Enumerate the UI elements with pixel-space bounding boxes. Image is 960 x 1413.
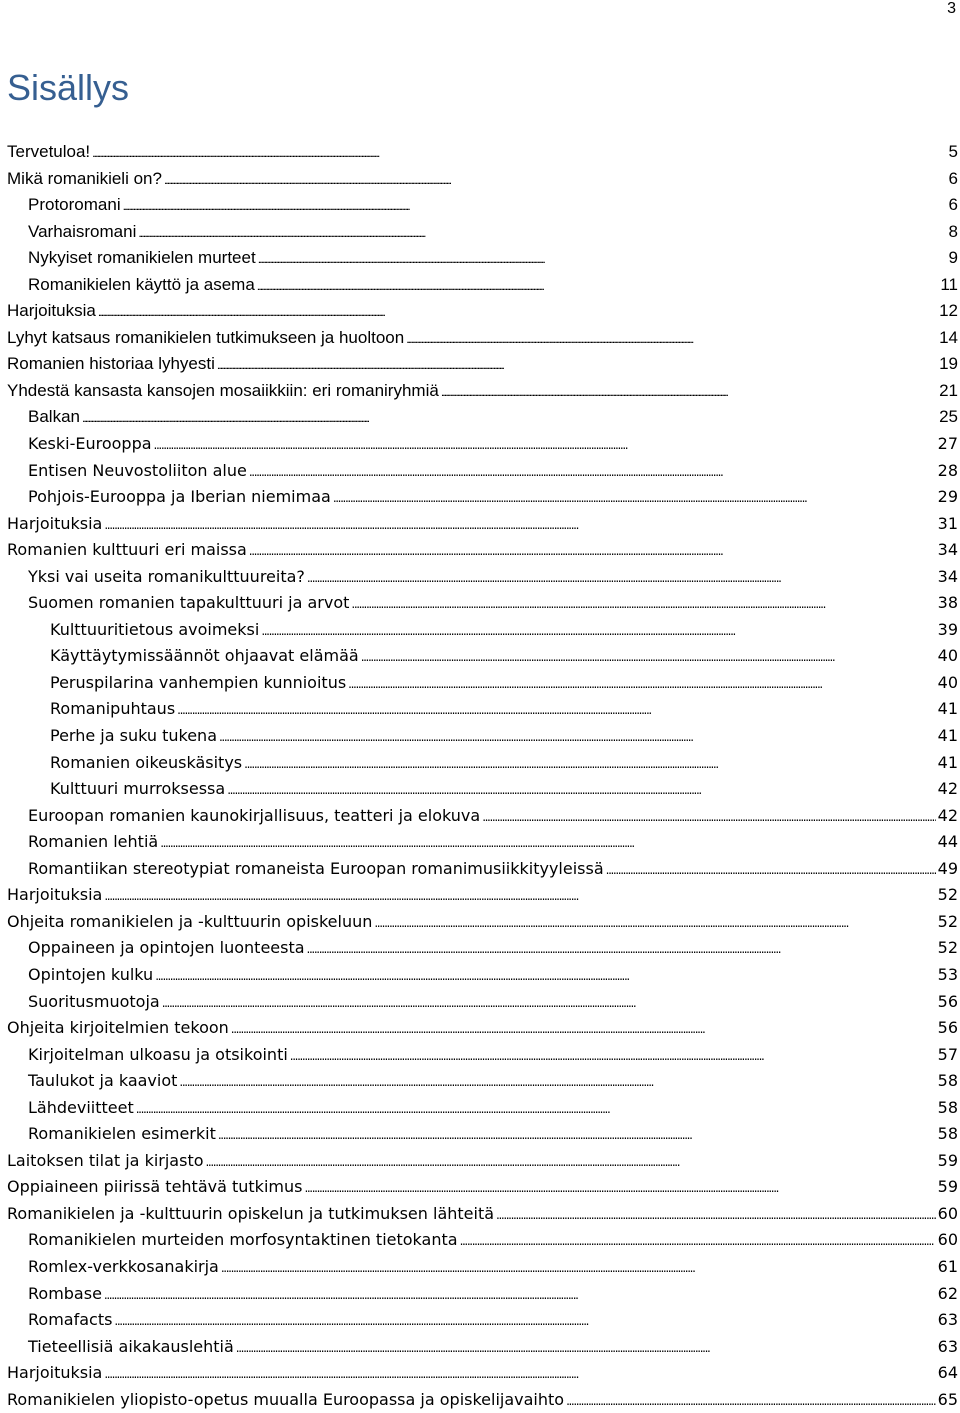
toc-entry-page[interactable]: 58	[937, 1097, 958, 1117]
dot-leader	[155, 963, 935, 989]
toc-entry[interactable]	[0, 484, 958, 511]
toc-entry[interactable]	[0, 325, 958, 352]
dot-leader	[160, 830, 935, 856]
toc-entry-title[interactable]: Romanikielen murteiden morfosyntaktinen tietokanta	[28, 1230, 458, 1250]
toc-entry-page[interactable]: 8	[948, 221, 958, 241]
toc-entry[interactable]	[0, 882, 958, 909]
toc-entry[interactable]	[0, 1201, 958, 1228]
table-of-contents	[0, 139, 958, 1413]
toc-entry-title[interactable]: Suomen romanien tapakulttuuri ja arvot	[28, 593, 350, 613]
toc-entry[interactable]	[0, 723, 958, 750]
toc-entry[interactable]	[0, 617, 958, 644]
toc-entry-page[interactable]: 41	[937, 752, 958, 772]
toc-entry[interactable]	[0, 1121, 958, 1148]
toc-entry-title[interactable]: Harjoituksia	[7, 885, 103, 905]
toc-entry-page[interactable]: 14	[939, 327, 958, 347]
toc-entry[interactable]	[0, 1307, 958, 1334]
toc-entry-page[interactable]: 56	[937, 1018, 958, 1038]
dot-leader	[138, 220, 946, 246]
toc-entry-title[interactable]: Varhaisromani	[28, 221, 137, 241]
dot-leader	[104, 1361, 935, 1387]
dot-leader	[261, 618, 935, 644]
toc-entry-title[interactable]: Euroopan romanien kaunokirjallisuus, teatteri ja elokuva	[28, 805, 481, 825]
dot-leader	[244, 751, 936, 777]
toc-entry-page[interactable]: 59	[937, 1177, 958, 1197]
toc-entry[interactable]	[0, 750, 958, 777]
toc-entry[interactable]	[0, 1254, 958, 1281]
toc-entry-title[interactable]: Kulttuuritietous avoimeksi	[50, 619, 260, 639]
toc-entry-page[interactable]: 41	[937, 699, 958, 719]
toc-entry-page[interactable]: 5	[948, 142, 958, 161]
dot-leader	[92, 140, 946, 166]
toc-entry-page[interactable]: 9	[948, 248, 958, 268]
toc-entry[interactable]	[0, 590, 958, 617]
toc-entry-page[interactable]: 56	[937, 991, 958, 1011]
toc-entry-title[interactable]: Tieteellisiä aikakauslehtiä	[28, 1336, 234, 1356]
dot-leader	[374, 910, 935, 936]
toc-entry-title[interactable]: Kirjoitelman ulkoasu ja otsikointi	[28, 1044, 288, 1064]
toc-entry[interactable]	[0, 192, 958, 219]
toc-entry-page[interactable]: 21	[939, 380, 958, 400]
toc-entry[interactable]	[0, 1148, 958, 1175]
toc-entry[interactable]	[0, 1068, 958, 1095]
toc-entry[interactable]	[0, 511, 958, 538]
toc-entry-title[interactable]: Opintojen kulku	[28, 964, 154, 984]
toc-entry-page[interactable]: 6	[948, 168, 958, 188]
toc-entry[interactable]	[0, 1042, 958, 1069]
dot-leader	[496, 1202, 936, 1228]
toc-entry[interactable]	[0, 935, 958, 962]
toc-entry-page[interactable]: 62	[937, 1283, 958, 1303]
toc-entry[interactable]	[0, 989, 958, 1016]
dot-leader	[104, 1282, 936, 1308]
toc-entry-page[interactable]: 34	[937, 540, 958, 560]
toc-entry[interactable]	[0, 670, 958, 697]
toc-entry-title[interactable]: Tervetuloa!	[7, 142, 91, 161]
toc-entry-page[interactable]: 29	[937, 487, 958, 507]
toc-title: Sisällys	[7, 67, 130, 108]
toc-entry-page[interactable]: 27	[937, 434, 958, 454]
toc-entry[interactable]	[0, 1281, 958, 1308]
dot-leader	[154, 432, 936, 458]
toc-entry-title[interactable]: Taulukot ja kaaviot	[28, 1071, 178, 1091]
toc-entry[interactable]	[0, 803, 958, 830]
toc-entry-page[interactable]: 6	[948, 195, 958, 215]
dot-leader	[114, 1308, 935, 1334]
dot-leader	[249, 459, 936, 485]
toc-entry-page[interactable]: 58	[937, 1071, 958, 1091]
toc-entry[interactable]	[0, 829, 958, 856]
dot-leader	[104, 883, 935, 909]
toc-entry-page[interactable]: 11	[940, 274, 958, 294]
dot-leader	[606, 857, 936, 883]
toc-entry-page[interactable]: 52	[937, 911, 958, 931]
toc-entry[interactable]	[0, 404, 958, 431]
toc-entry-title[interactable]: Romanikielen yliopisto-opetus muualla Euroopassa ja opiskelijavaihto	[7, 1389, 565, 1409]
toc-entry-title[interactable]: Rombase	[28, 1283, 102, 1303]
toc-entry-title[interactable]: Romafacts	[28, 1310, 113, 1330]
toc-entry-title[interactable]: Nykyiset romanikielen murteet	[28, 248, 256, 268]
dot-leader	[104, 512, 935, 538]
dot-leader	[206, 1149, 936, 1175]
toc-entry-title[interactable]: Balkan	[28, 407, 80, 427]
toc-entry-page[interactable]: 64	[937, 1363, 958, 1383]
dot-leader	[361, 644, 936, 670]
toc-entry[interactable]	[0, 139, 958, 166]
toc-entry[interactable]	[0, 696, 958, 723]
toc-entry-title[interactable]: Romanien historiaa lyhyesti	[7, 354, 215, 374]
dot-leader	[348, 671, 935, 697]
toc-entry[interactable]	[0, 962, 958, 989]
toc-entry-page[interactable]: 42	[937, 779, 958, 799]
toc-entry[interactable]	[0, 1015, 958, 1042]
dot-leader	[219, 724, 936, 750]
dot-leader	[164, 167, 947, 193]
dot-leader	[98, 299, 937, 325]
dot-leader	[333, 485, 936, 511]
toc-entry-title[interactable]: Harjoituksia	[7, 513, 103, 533]
toc-entry-title[interactable]: Pohjois-Eurooppa ja Iberian niemimaa	[28, 487, 331, 507]
toc-entry-title[interactable]: Mikä romanikieli on?	[7, 168, 162, 188]
toc-entry-title[interactable]: Oppaineen ja opintojen luonteesta	[28, 938, 305, 958]
dot-leader	[566, 1388, 936, 1413]
toc-entry-page[interactable]: 25	[939, 407, 958, 427]
toc-entry-page[interactable]: 44	[937, 832, 958, 852]
toc-entry-title[interactable]: Romanikielen esimerkit	[28, 1124, 216, 1144]
dot-leader	[221, 1255, 936, 1281]
toc-entry-title[interactable]: Yksi vai useita romanikulttuureita?	[28, 566, 305, 586]
toc-entry-title[interactable]: Lähdeviitteet	[28, 1097, 134, 1117]
toc-entry-page[interactable]: 12	[939, 301, 958, 321]
toc-entry-page[interactable]: 31	[937, 513, 958, 533]
toc-entry-page[interactable]: 19	[939, 354, 958, 374]
toc-entry[interactable]	[0, 776, 958, 803]
dot-leader	[258, 246, 947, 272]
toc-entry-title[interactable]: Protoromani	[28, 195, 121, 215]
toc-entry[interactable]	[0, 564, 958, 591]
toc-entry-page[interactable]: 41	[937, 726, 958, 746]
toc-entry-title[interactable]: Oppiaineen piirissä tehtävä tutkimus	[7, 1177, 303, 1197]
dot-leader	[217, 352, 937, 378]
toc-entry-title[interactable]: Harjoituksia	[7, 301, 96, 321]
dot-leader	[441, 379, 937, 405]
dot-leader	[304, 1175, 935, 1201]
toc-entry[interactable]	[0, 643, 958, 670]
toc-entry-title[interactable]: Romanipuhtaus	[50, 699, 176, 719]
toc-entry-title[interactable]: Romanien oikeuskäsitys	[50, 752, 243, 772]
dot-leader	[218, 1122, 936, 1148]
toc-entry-page[interactable]: 57	[937, 1044, 958, 1064]
toc-entry-title[interactable]: Harjoituksia	[7, 1363, 103, 1383]
toc-entry-page[interactable]: 34	[937, 566, 958, 586]
toc-entry-title[interactable]: Romanikielen käyttö ja asema	[28, 274, 255, 294]
dot-leader	[460, 1228, 936, 1254]
toc-entry-page[interactable]: 38	[937, 593, 958, 613]
dot-leader	[482, 804, 935, 830]
toc-entry[interactable]	[0, 219, 958, 246]
toc-entry[interactable]	[0, 1174, 958, 1201]
toc-entry[interactable]	[0, 272, 958, 299]
dot-leader	[249, 538, 936, 564]
toc-entry-page[interactable]: 65	[937, 1389, 958, 1409]
dot-leader	[162, 990, 936, 1016]
toc-entry-title[interactable]: Romanien lehtiä	[28, 832, 159, 852]
toc-entry[interactable]	[0, 1360, 958, 1387]
dot-leader	[179, 1069, 935, 1095]
dot-leader	[406, 326, 937, 352]
toc-entry-page[interactable]: 58	[937, 1124, 958, 1144]
toc-entry-title[interactable]: Entisen Neuvostoliiton alue	[28, 460, 247, 480]
toc-entry-page[interactable]: 49	[937, 858, 958, 878]
toc-entry[interactable]	[0, 856, 958, 883]
dot-leader	[177, 697, 935, 723]
toc-entry[interactable]	[0, 1387, 958, 1413]
toc-entry-title[interactable]: Ohjeita romanikielen ja -kulttuurin opiskeluun	[7, 911, 373, 931]
dot-leader	[307, 565, 936, 591]
toc-entry-page[interactable]: 52	[937, 938, 958, 958]
toc-entry-title[interactable]: Perhe ja suku tukena	[50, 726, 217, 746]
dot-leader	[351, 591, 935, 617]
toc-entry-title[interactable]: Romanikielen ja -kulttuurin opiskelun ja tutkimuksen lähteitä	[7, 1203, 495, 1223]
toc-entry-title[interactable]: Yhdestä kansasta kansojen mosaiikkiin: eri romaniryhmiä	[7, 380, 439, 400]
toc-entry-title[interactable]: Romantiikan stereotypiat romaneista Euroopan romanimusiikkityyleissä	[28, 858, 604, 878]
toc-entry[interactable]	[0, 298, 958, 325]
dot-leader	[307, 936, 936, 962]
toc-entry[interactable]	[0, 458, 958, 485]
toc-entry-title[interactable]: Lyhyt katsaus romanikielen tutkimukseen ja huoltoon	[7, 327, 405, 347]
toc-entry[interactable]	[0, 1334, 958, 1361]
toc-entry-page[interactable]: 42	[937, 805, 958, 825]
toc-entry-page[interactable]: 63	[937, 1336, 958, 1356]
toc-entry[interactable]	[0, 378, 958, 405]
toc-entry-page[interactable]: 52	[937, 885, 958, 905]
toc-entry-title[interactable]: Romlex-verkkosanakirja	[28, 1256, 219, 1276]
toc-entry[interactable]	[0, 1227, 958, 1254]
page-number: 3	[947, 0, 956, 17]
toc-entry-title[interactable]: Peruspilarina vanhempien kunnioitus	[50, 672, 347, 692]
toc-entry-title[interactable]: Laitoksen tilat ja kirjasto	[7, 1150, 204, 1170]
dot-leader	[123, 193, 947, 219]
toc-entry[interactable]	[0, 537, 958, 564]
toc-entry-page[interactable]: 40	[937, 672, 958, 692]
toc-entry-page[interactable]: 60	[937, 1203, 958, 1223]
toc-entry[interactable]	[0, 909, 958, 936]
toc-entry-title[interactable]: Kulttuuri murroksessa	[50, 779, 226, 799]
toc-entry-page[interactable]: 28	[937, 460, 958, 480]
dot-leader	[136, 1096, 936, 1122]
toc-entry-page[interactable]: 53	[937, 964, 958, 984]
toc-entry-page[interactable]: 61	[937, 1256, 958, 1276]
toc-entry-title[interactable]: Keski-Eurooppa	[28, 434, 152, 454]
toc-entry[interactable]	[0, 166, 958, 193]
toc-entry-title[interactable]: Suoritusmuotoja	[28, 991, 160, 1011]
toc-entry-title[interactable]: Käyttäytymissäännöt ohjaavat elämää	[50, 646, 359, 666]
toc-entry[interactable]	[0, 1095, 958, 1122]
toc-entry[interactable]	[0, 245, 958, 272]
toc-entry-page[interactable]: 59	[937, 1150, 958, 1170]
toc-entry[interactable]	[0, 351, 958, 378]
dot-leader	[257, 273, 939, 299]
dot-leader	[82, 405, 937, 431]
toc-entry-page[interactable]: 60	[937, 1230, 958, 1250]
toc-entry-page[interactable]: 39	[937, 619, 958, 639]
toc-entry-title[interactable]: Romanien kulttuuri eri maissa	[7, 540, 247, 560]
dot-leader	[227, 777, 935, 803]
toc-entry-page[interactable]: 40	[937, 646, 958, 666]
toc-entry-title[interactable]: Ohjeita kirjoitelmien tekoon	[7, 1018, 229, 1038]
toc-entry[interactable]	[0, 431, 958, 458]
toc-entry-page[interactable]: 63	[937, 1310, 958, 1330]
dot-leader	[231, 1016, 936, 1042]
dot-leader	[290, 1043, 936, 1069]
dot-leader	[236, 1335, 936, 1361]
